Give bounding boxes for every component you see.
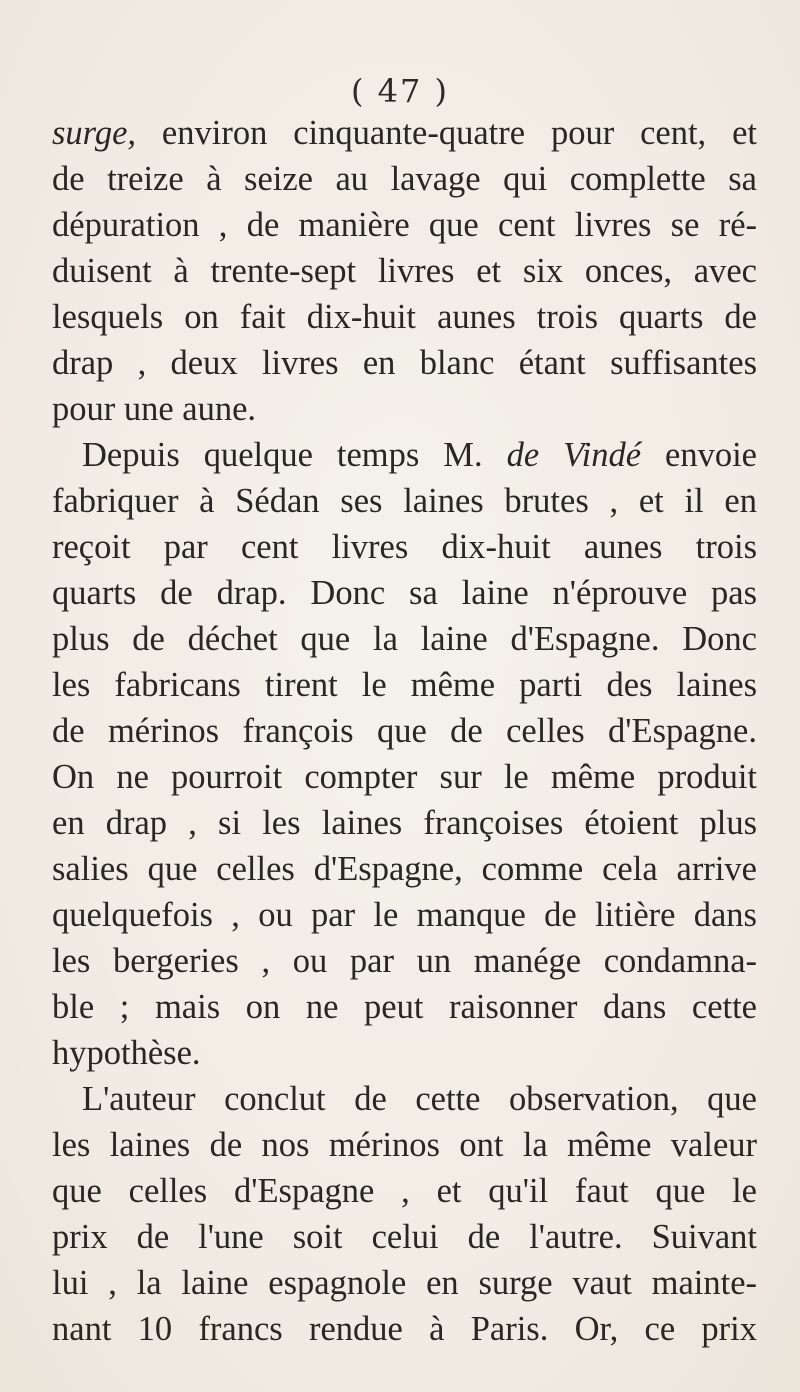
text-line: quelquefois , ou par le manque de litière dans <box>52 896 757 934</box>
text-line: les laines de nos mérinos ont la même valeur <box>52 1126 757 1164</box>
text-line: hypothèse. <box>52 1034 201 1072</box>
text-line: nant 10 francs rendue à Paris. Or, ce prix <box>52 1310 757 1348</box>
text-line: reçoit par cent livres dix-huit aunes trois <box>52 528 757 566</box>
text-line: fabriquer à Sédan ses laines brutes , et il en <box>52 482 757 520</box>
italic-name: de Vindé <box>506 436 642 474</box>
text-line: ble ; mais on ne peut raisonner dans cette <box>52 988 757 1026</box>
italic-word: surge, <box>52 114 137 152</box>
text-line: de treize à seize au lavage qui complette sa <box>52 160 757 198</box>
text-line: lui , la laine espagnole en surge vaut mainte- <box>52 1264 757 1302</box>
text-line: les fabricans tirent le même parti des laines <box>52 666 757 704</box>
text-line: dépuration , de manière que cent livres se ré- <box>52 206 757 244</box>
text-line: surge, environ cinquante-quatre pour cent, et <box>52 114 757 152</box>
page-number: ( 47 ) <box>350 72 450 110</box>
text-line: que celles d'Espagne , et qu'il faut que le <box>52 1172 757 1210</box>
text-line: plus de déchet que la laine d'Espagne. Donc <box>52 620 757 658</box>
body-text <box>52 110 757 1352</box>
text-line: lesquels on fait dix-huit aunes trois quarts de <box>52 298 757 336</box>
text-line: de mérinos françois que de celles d'Espagne. <box>52 712 757 750</box>
text-line: salies que celles d'Espagne, comme cela arrive <box>52 850 757 888</box>
text-line: prix de l'une soit celui de l'autre. Suivant <box>52 1218 757 1256</box>
text-line: duisent à trente-sept livres et six onces, avec <box>52 252 757 290</box>
text-line: Depuis quelque temps M. de Vindé envoie <box>82 436 757 474</box>
text-line: quarts de drap. Donc sa laine n'éprouve pas <box>52 574 757 612</box>
text-line: L'auteur conclut de cette observation, que <box>82 1080 757 1118</box>
text-line: pour une aune. <box>52 390 257 428</box>
text-line: en drap , si les laines françoises étoient plus <box>52 804 757 842</box>
text-line: On ne pourroit compter sur le même produit <box>52 758 757 796</box>
text-line: les bergeries , ou par un manége condamna- <box>52 942 757 980</box>
text-line: drap , deux livres en blanc étant suffisantes <box>52 344 757 382</box>
